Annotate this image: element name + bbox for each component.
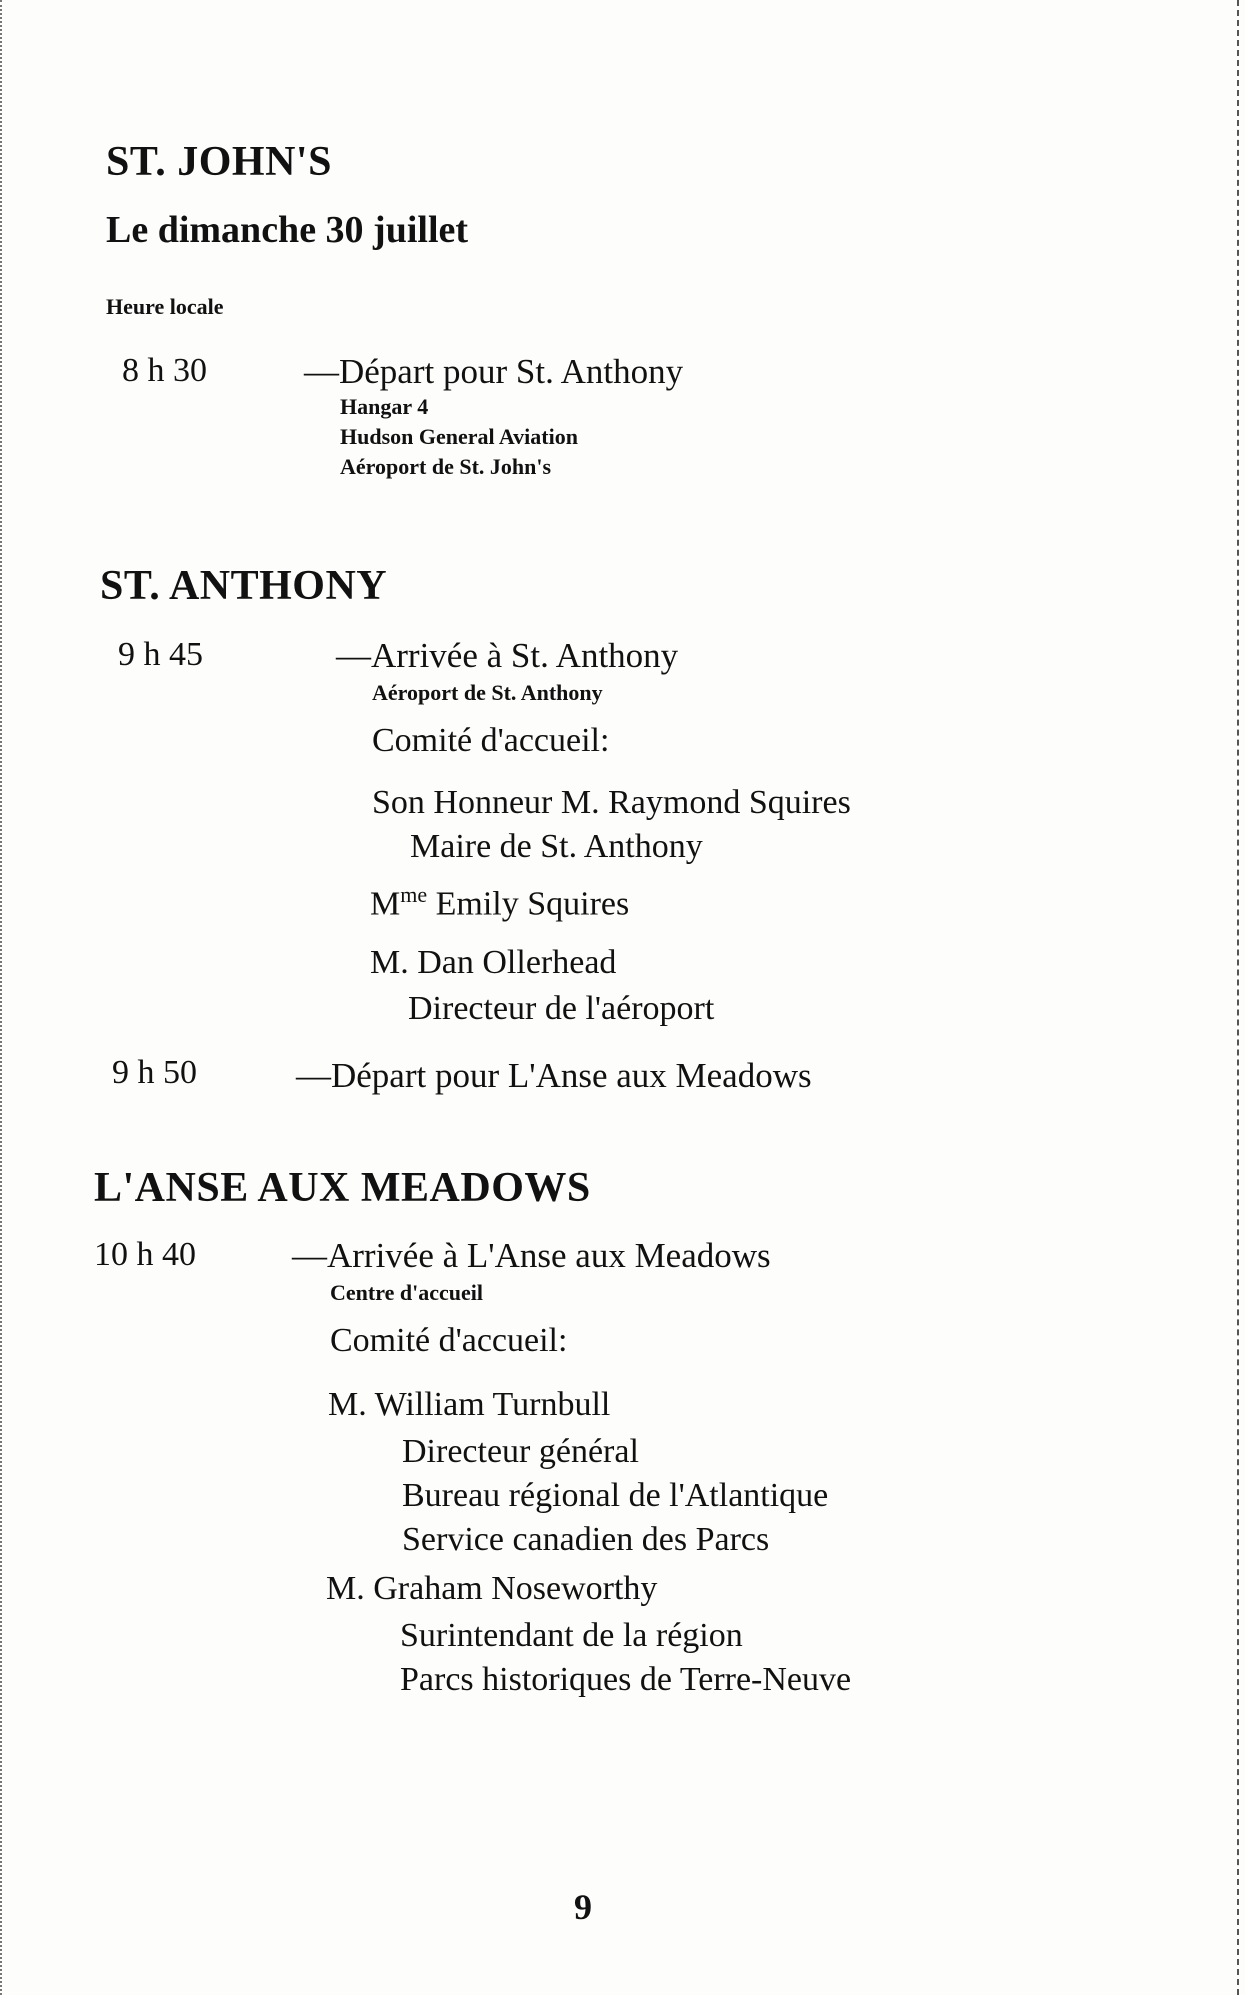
scan-edge-right	[1237, 0, 1245, 1995]
person-title-line: Parcs historiques de Terre-Neuve	[400, 1661, 852, 1698]
section-heading-st-johns: ST. JOHN'S	[106, 139, 332, 185]
local-time-label: Heure locale	[106, 294, 224, 319]
location-line: Hudson General Aviation	[340, 424, 578, 449]
scan-edge-left	[0, 0, 6, 1995]
person-name-william-turnbull: M. William Turnbull	[328, 1386, 611, 1423]
event-lanse-arrival: —Arrivée à L'Anse aux Meadows	[292, 1236, 771, 1275]
person-title-mayor: Maire de St. Anthony	[410, 828, 703, 865]
location-line: Hangar 4	[340, 394, 429, 419]
event-st-anthony-departure: —Départ pour L'Anse aux Meadows	[296, 1056, 812, 1095]
person-name-dan-ollerhead: M. Dan Ollerhead	[370, 944, 617, 981]
time-lanse-arrival: 10 h 40	[94, 1236, 196, 1273]
location-line: Aéroport de St. John's	[340, 454, 552, 479]
page-number: 9	[574, 1887, 592, 1927]
location-lanse: Centre d'accueil	[330, 1280, 483, 1305]
person-title-line: Directeur général	[402, 1433, 639, 1470]
person-title-line: Surintendant de la région	[400, 1617, 743, 1654]
person-title-line: Bureau régional de l'Atlantique	[402, 1477, 829, 1514]
person-name-text: Emily Squires	[427, 885, 630, 923]
person-name-raymond-squires: Son Honneur M. Raymond Squires	[372, 784, 851, 821]
schedule-date: Le dimanche 30 juillet	[106, 209, 469, 251]
person-titles-william-turnbull	[402, 1430, 828, 1562]
location-st-johns	[340, 392, 578, 482]
person-title-line: Service canadien des Parcs	[402, 1521, 770, 1558]
time-st-anthony-arrival: 9 h 45	[118, 636, 203, 673]
committee-label-lanse: Comité d'accueil:	[330, 1322, 568, 1359]
time-st-anthony-departure: 9 h 50	[112, 1054, 197, 1091]
person-name-graham-noseworthy: M. Graham Noseworthy	[326, 1570, 658, 1607]
honorific-superscript: me	[400, 882, 428, 907]
section-heading-st-anthony: ST. ANTHONY	[100, 563, 388, 609]
person-name-emily-squires	[370, 882, 629, 923]
event-st-anthony-arrival: —Arrivée à St. Anthony	[336, 636, 679, 675]
honorific-prefix: M	[370, 885, 401, 923]
event-st-johns-departure: —Départ pour St. Anthony	[304, 352, 684, 391]
person-title-airport-director: Directeur de l'aéroport	[408, 990, 715, 1027]
location-st-anthony: Aéroport de St. Anthony	[372, 680, 603, 705]
time-st-johns-departure: 8 h 30	[122, 352, 207, 389]
committee-label-st-anthony: Comité d'accueil:	[372, 722, 610, 759]
section-heading-lanse-aux-meadows: L'ANSE AUX MEADOWS	[94, 1165, 591, 1211]
person-titles-graham-noseworthy	[400, 1614, 851, 1702]
